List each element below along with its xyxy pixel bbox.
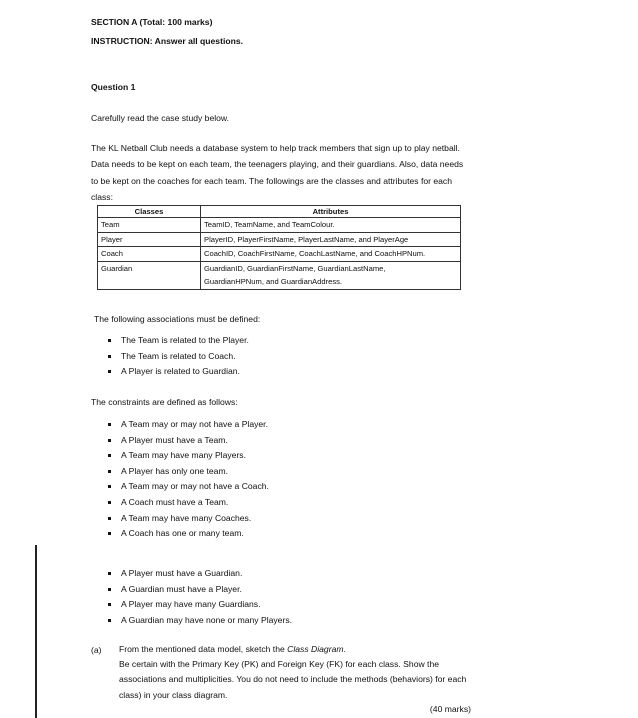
part-a-line: associations and multiplicities. You do not need to include the methods (behaviors) for each xyxy=(119,674,467,685)
case-line: The KL Netball Club needs a database system to help track members that sign up to play netball. xyxy=(91,143,460,153)
class-attributes xyxy=(201,261,461,289)
table-row xyxy=(98,247,461,262)
question-heading: Question 1 xyxy=(91,82,136,92)
part-a-text xyxy=(119,642,470,703)
table-header-classes: Classes xyxy=(98,206,201,218)
case-line: to be kept on the coaches for each team. The followings are the classes and attributes for each xyxy=(91,175,452,186)
part-a-line xyxy=(119,642,470,657)
table-header-row xyxy=(98,206,461,218)
list-item: A Player may have many Guardians. xyxy=(108,597,292,613)
constraints-intro: The constraints are defined as follows: xyxy=(91,397,238,407)
list-item: The Team is related to Coach. xyxy=(108,349,249,365)
marks-label: (40 marks) xyxy=(429,704,471,714)
case-line: class: xyxy=(91,191,113,202)
list-item: A Team may or may not have a Player. xyxy=(108,417,269,433)
class-name: Player xyxy=(98,232,201,247)
case-line: Data needs to be kept on each team, the teenagers playing, and their guardians. Also, data needs xyxy=(91,159,464,170)
constraints-list-2 xyxy=(108,566,292,628)
class-name: Coach xyxy=(98,247,201,262)
part-a-line: class) in your class diagram. xyxy=(119,689,228,700)
list-item: The Team is related to the Player. xyxy=(108,333,249,349)
attribute-line: GuardianID, GuardianFirstName, GuardianLastName, xyxy=(204,263,386,273)
list-item: A Guardian may have none or many Players. xyxy=(108,613,292,629)
list-item: A Player must have a Team. xyxy=(108,433,269,449)
part-a-line: Be certain with the Primary Key (PK) and Foreign Key (FK) for each class. Show the xyxy=(119,659,440,670)
attribute-line: GuardianHPNum, and GuardianAddress. xyxy=(204,277,343,286)
class-diagram-emphasis: Class Diagram xyxy=(287,644,344,654)
associations-intro: The following associations must be defined: xyxy=(94,314,261,324)
part-a-label: (a) xyxy=(91,645,102,655)
list-item: A Coach has one or many team. xyxy=(108,526,269,542)
class-name: Guardian xyxy=(98,261,201,289)
list-item: A Team may or may not have a Coach. xyxy=(108,479,269,495)
table-row xyxy=(98,218,461,233)
question-intro: Carefully read the case study below. xyxy=(91,113,230,123)
section-title: SECTION A (Total: 100 marks) xyxy=(91,17,213,27)
list-item: A Player must have a Guardian. xyxy=(108,566,292,582)
instruction: INSTRUCTION: Answer all questions. xyxy=(91,36,243,46)
text-run: From the mentioned data model, sketch the xyxy=(119,644,288,654)
constraints-list xyxy=(108,417,269,542)
page-margin-line xyxy=(35,545,37,718)
table-header-attributes: Attributes xyxy=(201,206,461,218)
list-item: A Player has only one team. xyxy=(108,464,269,480)
list-item: A Team may have many Coaches. xyxy=(108,511,269,527)
class-attributes: CoachID, CoachFirstName, CoachLastName, and CoachHPNum. xyxy=(201,247,461,262)
case-study-paragraph xyxy=(91,140,481,205)
class-attributes: PlayerID, PlayerFirstName, PlayerLastName, and PlayerAge xyxy=(201,232,461,247)
text-run: . xyxy=(343,644,346,654)
list-item: A Coach must have a Team. xyxy=(108,495,269,511)
list-item: A Guardian must have a Player. xyxy=(108,582,292,598)
class-attributes: TeamID, TeamName, and TeamColour. xyxy=(201,218,461,233)
class-name: Team xyxy=(98,218,201,233)
associations-list xyxy=(108,333,249,380)
table-row xyxy=(98,261,461,289)
classes-table xyxy=(97,205,461,290)
table-row xyxy=(98,232,461,247)
list-item: A Team may have many Players. xyxy=(108,448,269,464)
list-item: A Player is related to Guardian. xyxy=(108,364,249,380)
